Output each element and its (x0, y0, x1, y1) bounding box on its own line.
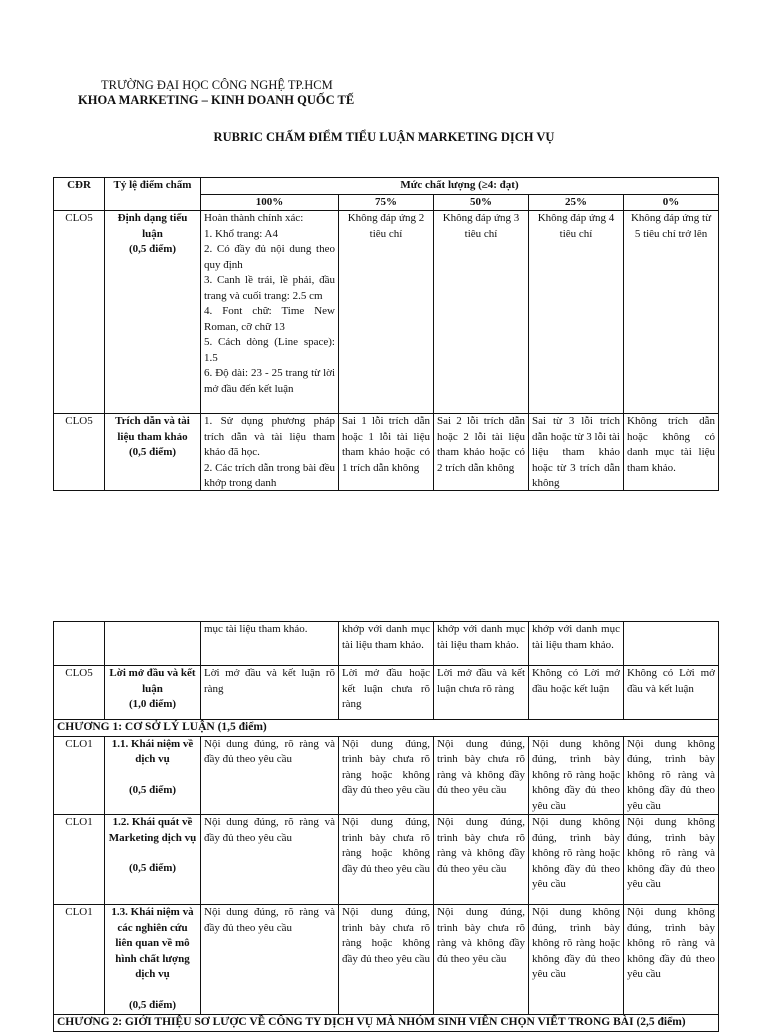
level-50-cell (434, 414, 529, 491)
level-0-cell (624, 622, 719, 666)
level-100-cell: Nội dung đúng, rõ ràng và đầy đủ theo yêu cầu (201, 736, 339, 815)
criterion-title: Lời mở đầu và kết luận (109, 667, 196, 695)
criterion-cell (105, 211, 201, 414)
criterion-points: (1,0 điểm) (128, 698, 177, 710)
level-0-cell (624, 414, 719, 491)
format-intro: Hoàn thành chính xác: (204, 212, 304, 224)
criterion-cell (105, 815, 201, 905)
table-row (54, 414, 719, 491)
table-row (54, 211, 719, 414)
level-25-cell: khớp với danh mục tài liệu tham khảo. (529, 622, 624, 666)
criterion-points: (0,5 điểm) (128, 446, 177, 458)
level-50: 50% (434, 194, 529, 211)
rubric-table-page1 (53, 177, 719, 491)
level-75-cell: Nội dung đúng, trình bày chưa rõ ràng hoặc không đầy đủ theo yêu cầu (339, 815, 434, 905)
table-row (54, 666, 719, 720)
level-50-cell: Nội dung đúng, trình bày chưa rõ ràng và không đầy đủ theo yêu cầu (434, 905, 529, 1015)
criterion-title: 1.2. Khái quát về Marketing dịch vụ (108, 816, 197, 844)
level-75-cell (339, 414, 434, 491)
level-50-cell: Nội dung đúng, trình bày chưa rõ ràng và không đầy đủ theo yêu cầu (434, 736, 529, 815)
cdr-cell: CLO1 (54, 736, 105, 815)
level-25-cell: Nội dung không đúng, trình bày không rõ ràng hoặc không đầy đủ theo yêu cầu (529, 736, 624, 815)
table-row (54, 736, 719, 815)
cdr-cell: CLO5 (54, 211, 105, 414)
level-100-cell (201, 414, 339, 491)
level-25-cell: Nội dung không đúng, trình bày không rõ ràng hoặc không đầy đủ theo yêu cầu (529, 905, 624, 1015)
level-25-cell: Không có Lời mở đầu hoặc kết luận (529, 666, 624, 720)
level-25-cell: Không đáp ứng 4 tiêu chí (529, 211, 624, 414)
level-100-cell: Nội dung đúng, rõ ràng và đầy đủ theo yêu cầu (201, 815, 339, 905)
level-0-text: Không trích dẫn hoặc không có danh mục tài liệu tham khảo. (627, 415, 716, 474)
cdr-cell: CLO5 (54, 414, 105, 491)
level-100: 100% (201, 194, 339, 211)
criterion-cell (105, 622, 201, 666)
section-heading-chapter-2: CHƯƠNG 2: GIỚI THIỆU SƠ LƯỢC VỀ CÔNG TY DỊCH VỤ MÀ NHÓM SINH VIÊN CHỌN VIẾT TRONG BÀI (2,5 điểm) (54, 1015, 719, 1032)
level-100-cell: Nội dung đúng, rõ ràng và đầy đủ theo yêu cầu (201, 905, 339, 1015)
level-75: 75% (339, 194, 434, 211)
criterion-cell (105, 414, 201, 491)
level-25-cell: Nội dung không đúng, trình bày không rõ ràng hoặc không đầy đủ theo yêu cầu (529, 815, 624, 905)
level-75-cell: Nội dung đúng, trình bày chưa rõ ràng hoặc không đầy đủ theo yêu cầu (339, 736, 434, 815)
section-row (54, 1015, 719, 1032)
level-100-cell: mục tài liệu tham khảo. (201, 622, 339, 666)
level-0-cell: Không đáp ứng từ 5 tiêu chí trở lên (624, 211, 719, 414)
citation-item-1: 1. Sử dụng phương pháp trích dẫn và tài liệu tham khảo đã học. (204, 415, 335, 458)
criterion-title: Trích dẫn và tài liệu tham khảo (115, 415, 190, 443)
table-row (54, 815, 719, 905)
level-50-cell: khớp với danh mục tài liệu tham khảo. (434, 622, 529, 666)
level-100-cell: Lời mở đầu và kết luận rõ ràng (201, 666, 339, 720)
table-row (54, 622, 719, 666)
format-item-3: 3. Canh lề trái, lề phải, đầu trang và cuối trang: 2.5 cm (204, 274, 335, 302)
level-25-text: Sai từ 3 lỗi trích dẫn hoặc từ 3 lỗi tài liệu tham khảo hoặc từ 3 trích dẫn không (532, 415, 620, 489)
level-50-text: Sai 2 lỗi trích dẫn hoặc 2 lỗi tài liệu tham khảo hoặc có 2 trích dẫn không (437, 415, 525, 474)
level-75-cell: Nội dung đúng, trình bày chưa rõ ràng hoặc không đầy đủ theo yêu cầu (339, 905, 434, 1015)
level-0: 0% (624, 194, 719, 211)
cdr-cell (54, 622, 105, 666)
section-row (54, 720, 719, 737)
criterion-points: (0,5 điểm) (128, 998, 177, 1011)
format-item-5: 5. Cách dòng (Line space): 1.5 (204, 336, 335, 364)
level-25-cell (529, 414, 624, 491)
format-item-1: 1. Khổ trang: A4 (204, 227, 278, 240)
level-50-cell: Không đáp ứng 3 tiêu chí (434, 211, 529, 414)
level-50-cell: Nội dung đúng, trình bày chưa rõ ràng và không đầy đủ theo yêu cầu (434, 815, 529, 905)
level-100-cell (201, 211, 339, 414)
level-0-cell: Nội dung không đúng, trình bày không rõ ràng và không đầy đủ theo yêu cầu (624, 815, 719, 905)
criterion-points: (0,5 điểm) (128, 243, 177, 255)
document-title: RUBRIC CHẤM ĐIỂM TIỂU LUẬN MARKETING DỊCH VỤ (213, 130, 555, 144)
level-0-cell: Nội dung không đúng, trình bày không rõ ràng và không đầy đủ theo yêu cầu (624, 905, 719, 1015)
cdr-cell: CLO1 (54, 905, 105, 1015)
faculty-name: KHOA MARKETING – KINH DOANH QUỐC TẾ (78, 93, 355, 107)
level-25: 25% (529, 194, 624, 211)
format-item-4: 4. Font chữ: Time New Roman, cỡ chữ 13 (204, 305, 335, 333)
criterion-points: (0,5 điểm) (128, 862, 177, 874)
level-0-cell: Không có Lời mở đầu và kết luận (624, 666, 719, 720)
criterion-cell (105, 666, 201, 720)
col-quality: Mức chất lượng (≥4: đạt) (201, 178, 719, 195)
citation-item-2: 2. Các trích dẫn trong bài đều khớp trong danh (204, 461, 335, 489)
col-weight: Tỷ lệ điểm chấm (105, 178, 201, 211)
level-0-cell: Nội dung không đúng, trình bày không rõ ràng và không đầy đủ theo yêu cầu (624, 736, 719, 815)
table-row (54, 905, 719, 1015)
level-50-cell: Lời mở đầu và kết luận chưa rõ ràng (434, 666, 529, 720)
level-75-cell: Không đáp ứng 2 tiêu chí (339, 211, 434, 414)
criterion-points: (0,5 điểm) (128, 783, 177, 796)
criterion-title: Định dạng tiểu luận (117, 212, 188, 240)
cdr-cell: CLO5 (54, 666, 105, 720)
level-75-cell: khớp với danh mục tài liệu tham khảo. (339, 622, 434, 666)
criterion-title: 1.3. Khái niệm và các nghiên cứu liên quan về mô hình chất lượng dịch vụ (111, 906, 194, 980)
rubric-table-page2 (53, 621, 719, 1032)
criterion-cell (105, 736, 201, 815)
format-item-2: 2. Có đầy đủ nội dung theo quy định (204, 243, 335, 271)
criterion-cell (105, 905, 201, 1015)
level-75-text: Sai 1 lỗi trích dẫn hoặc 1 lỗi tài liệu tham khảo hoặc có 1 trích dẫn không (342, 415, 430, 474)
school-name: TRƯỜNG ĐẠI HỌC CÔNG NGHỆ TP.HCM (101, 78, 333, 92)
criterion-title: 1.1. Khái niệm về dịch vụ (111, 737, 194, 765)
level-75-cell: Lời mở đầu hoặc kết luận chưa rõ ràng (339, 666, 434, 720)
table-header-row (54, 178, 719, 195)
cdr-cell: CLO1 (54, 815, 105, 905)
col-cdr: CĐR (54, 178, 105, 211)
format-item-6: 6. Độ dài: 23 - 25 trang từ lời mở đầu đến kết luận (204, 367, 335, 395)
section-heading-chapter-1: CHƯƠNG 1: CƠ SỞ LÝ LUẬN (1,5 điểm) (54, 720, 719, 737)
